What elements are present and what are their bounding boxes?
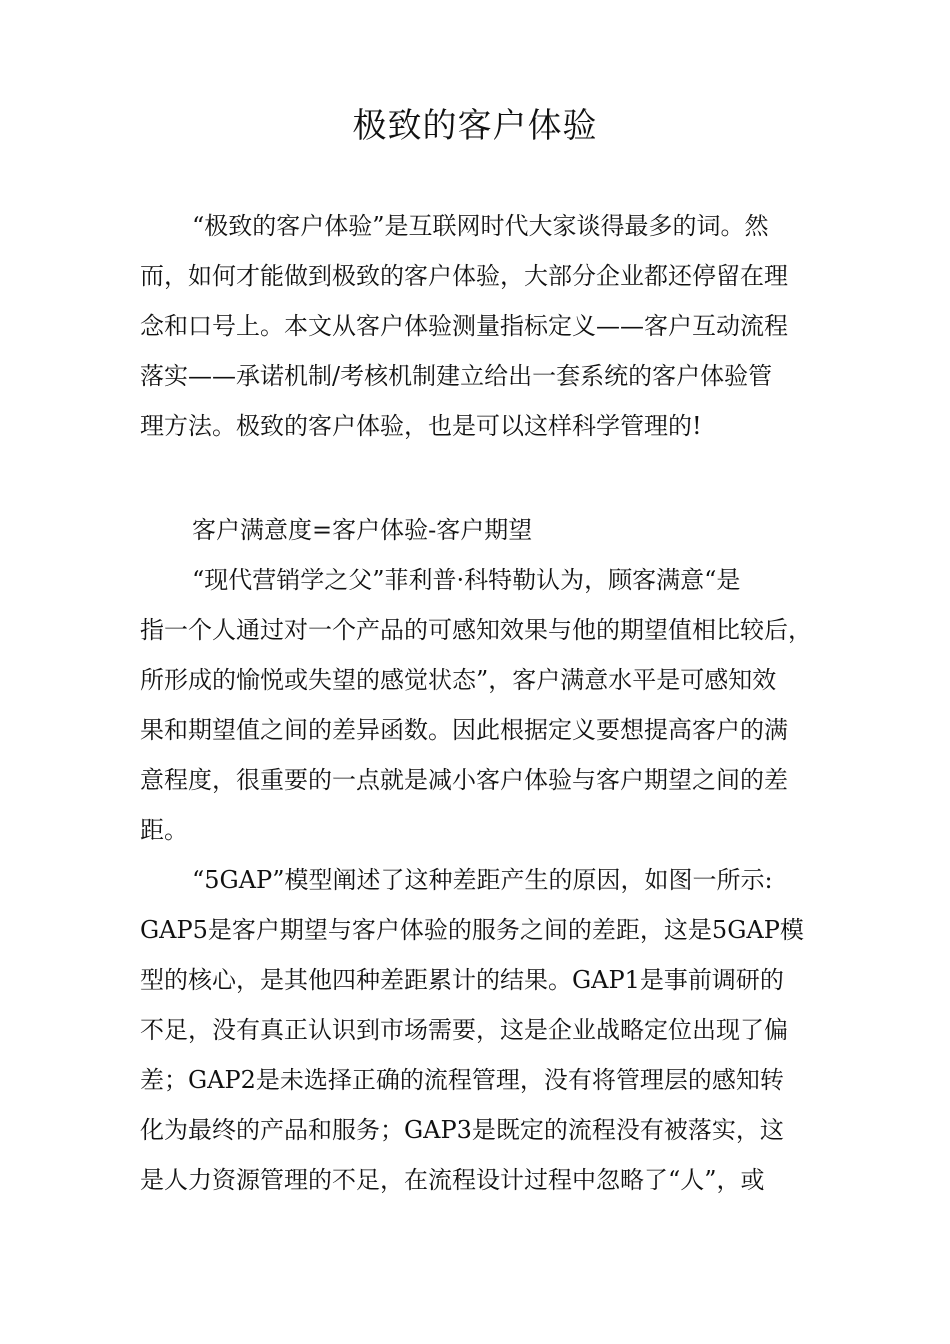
body-line: 距。 bbox=[140, 816, 188, 844]
body-line: 理方法。极致的客户体验，也是可以这样科学管理的! bbox=[140, 412, 702, 440]
body-line: 念和口号上。本文从客户体验测量指标定义——客户互动流程 bbox=[140, 312, 788, 340]
body-line: 果和期望值之间的差异函数。因此根据定义要想提高客户的满 bbox=[140, 716, 788, 744]
body-line: 化为最终的产品和服务；GAP3是既定的流程没有被落实，这 bbox=[140, 1116, 784, 1144]
body-line: 落实——承诺机制/考核机制建立给出一套系统的客户体验管 bbox=[140, 362, 773, 390]
body-line: 指一个人通过对一个产品的可感知效果与他的期望值相比较后， bbox=[140, 616, 812, 644]
body-line: “5GAP”模型阐述了这种差距产生的原因，如图一所示: bbox=[192, 866, 773, 894]
formula-line: 客户满意度=客户体验-客户期望 bbox=[192, 516, 533, 544]
body-line: “极致的客户体验”是互联网时代大家谈得最多的词。然 bbox=[192, 212, 769, 240]
body-line: 不足，没有真正认识到市场需要，这是企业战略定位出现了偏 bbox=[140, 1016, 788, 1044]
body-line: 而，如何才能做到极致的客户体验，大部分企业都还停留在理 bbox=[140, 262, 788, 290]
body-line: 是人力资源管理的不足，在流程设计过程中忽略了“人”，或 bbox=[140, 1166, 765, 1194]
body-line: 型的核心，是其他四种差距累计的结果。GAP1是事前调研的 bbox=[140, 966, 784, 994]
body-line: 差；GAP2是未选择正确的流程管理，没有将管理层的感知转 bbox=[140, 1066, 784, 1094]
body-line: GAP5是客户期望与客户体验的服务之间的差距，这是5GAP模 bbox=[140, 916, 804, 944]
document-body bbox=[140, 201, 860, 1205]
body-line: 所形成的愉悦或失望的感觉状态”，客户满意水平是可感知效 bbox=[140, 666, 777, 694]
document-title: 极致的客户体验 bbox=[352, 106, 598, 146]
body-line: 意程度，很重要的一点就是减小客户体验与客户期望之间的差 bbox=[140, 766, 788, 794]
body-line: “现代营销学之父”菲利普·科特勒认为，顾客满意“是 bbox=[192, 566, 741, 594]
paragraph-gap bbox=[140, 451, 860, 505]
